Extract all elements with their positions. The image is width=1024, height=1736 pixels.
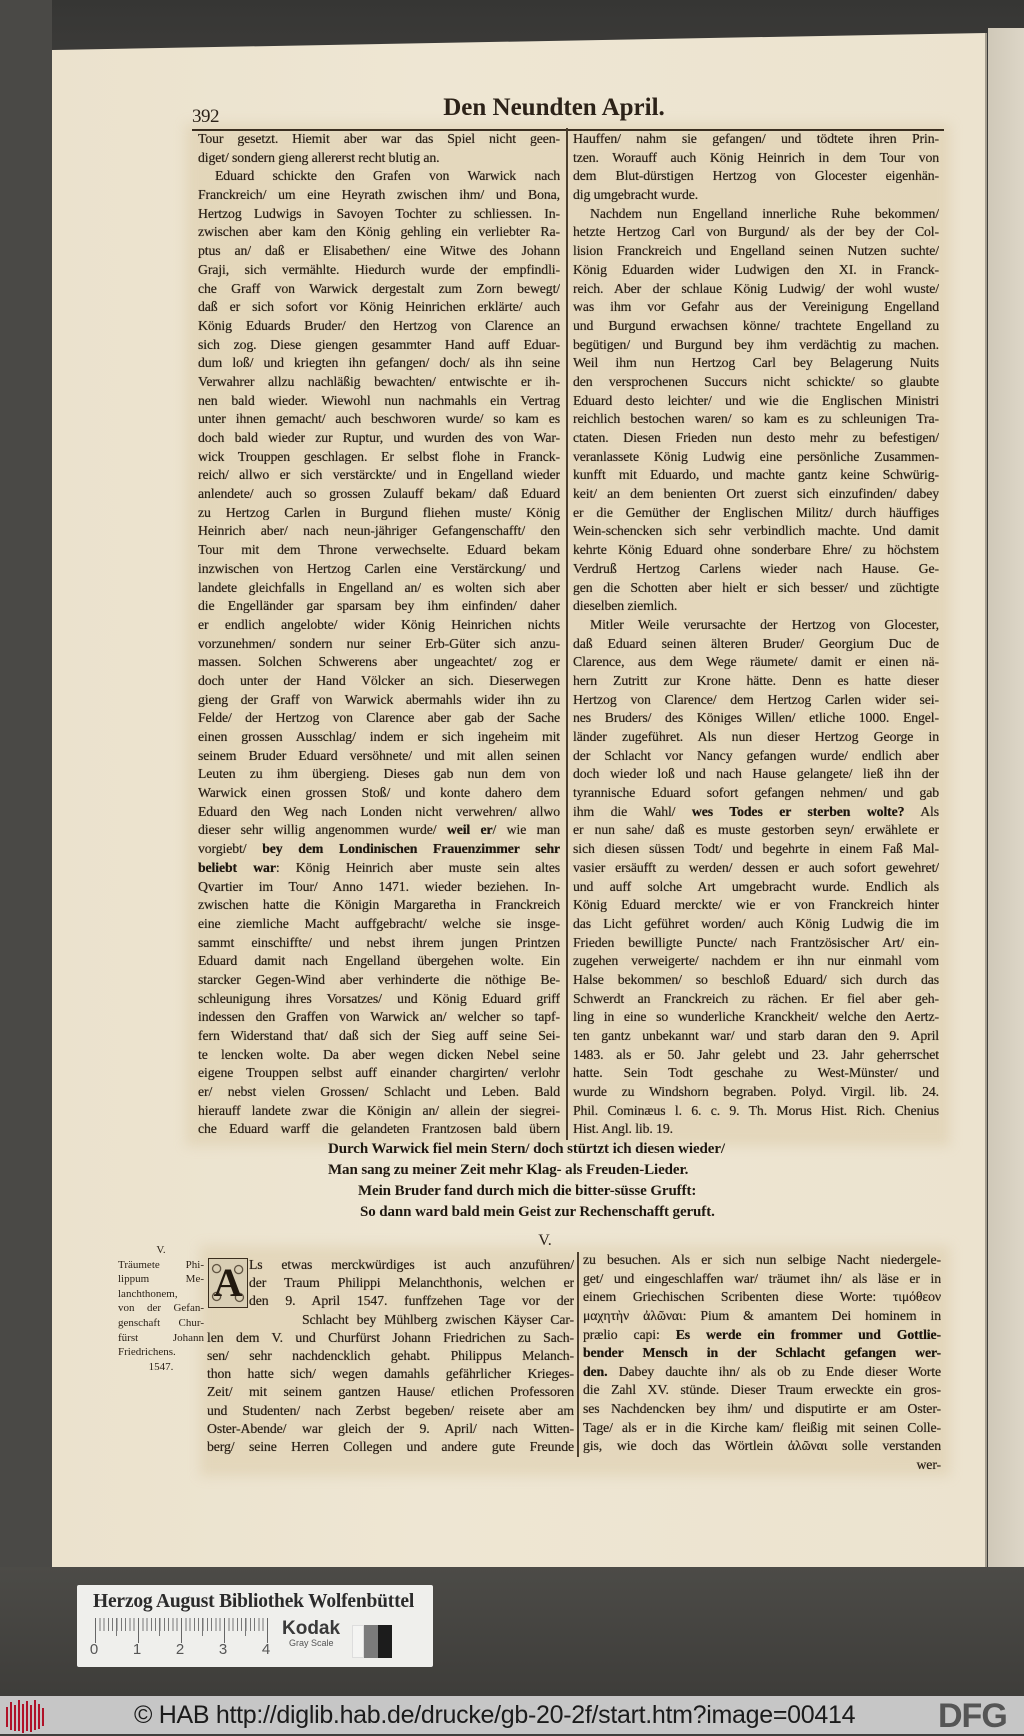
text-line: Wein-schencken sich sehr verbindlich machte. Und damit: [573, 523, 939, 539]
ornamental-drop-cap: A: [208, 1258, 248, 1308]
margin-note-line: genschaft Chur-: [118, 1316, 204, 1329]
text-line: landete gleichfalls in Engelland an/ es wolten sich aber: [198, 579, 560, 595]
ruler-label: 2: [175, 1641, 185, 1658]
text-line: hern Zutritt zur Krone hätte. Denn es hatte dieser: [573, 672, 939, 688]
gray-patch-mid: [364, 1625, 378, 1658]
text-line: sammt einschiffte/ und nebst ihrem jungen Printzen: [198, 934, 560, 950]
text-line: μαχητὴν ἀλῶναι: Pium & amantem Dei hominem in: [583, 1307, 941, 1323]
text-line: diget/ sondern gieng allererst recht blutig an.: [198, 149, 440, 165]
ruler-label: 1: [132, 1641, 142, 1658]
text-line: ling in eine so wunderliche Kranckheit/ welche den Aertz-: [573, 1009, 939, 1025]
text-line: den 9. April 1547. funffzehen Tage vor der: [249, 1293, 574, 1309]
text-line: Eduard den Weg nach Londen nicht verwehren/ allwo: [198, 803, 560, 819]
text-line: anlendete/ auch so grossen Zulauff bekam/ daß Eduard: [198, 486, 560, 502]
text-line: er nun sahe/ daß es muste gestorben seyn/ erwählete er: [573, 822, 939, 838]
text-line: ihm die Wahl/ wes Todes er sterben wolte? Als: [573, 803, 939, 819]
text-line: kehrte König Eduard ohne sonderbare Ehre/ zu höchstem: [573, 542, 939, 558]
text-line: ten gantz unbekannt war/ und starb daran den 9. April: [573, 1028, 939, 1043]
text-line: doch unter der Hand Völcker an sich. Dieserwegen: [198, 672, 560, 688]
text-line: unter ihnen gemacht/ auch beschworen wurde/ so kam es: [198, 411, 560, 427]
text-line: keit/ an dem benienten Ort zuerst sich einzufinden/ dabey: [573, 486, 939, 502]
text-line: den. Dabey dauchte ihn/ als ob zu Ende dieser Worte: [583, 1363, 941, 1379]
margin-note-line: lippum Me-: [118, 1273, 204, 1286]
text-line: Hauffen/ nahm sie gefangen/ und tödtete ihren Prin-: [573, 131, 939, 146]
text-line: sen/ sehr nachdencklich gehabt. Philippus Melanch-: [207, 1347, 574, 1363]
text-line: Halse bekommen/ so beschloß Eduard/ sich durch das: [573, 971, 939, 987]
scan-background-left: [0, 0, 52, 1696]
text-line: zugehen verweigerte/ nachdem er ihn nur einmahl vom: [573, 953, 939, 969]
ruler-major-tick: [95, 1618, 96, 1643]
text-line: Warwick einen grossen Stoß/ und konte dahero dem: [198, 785, 560, 801]
text-line: Franckreich/ um eine Heyrath zwischen ihm/ und Bona,: [198, 187, 560, 203]
text-line: sich zog. Diese giengen gesammter Hand auff Eduar-: [198, 336, 560, 352]
ruler-label: 3: [218, 1641, 228, 1658]
emphasized-text: Es werde ein frommer und Gottlie-: [675, 1326, 941, 1342]
text-line: die Zahl XV. stünde. Dieser Traum erweckte ein gros-: [583, 1382, 941, 1398]
text-line: Tage/ als er in die Kirche kam/ fleißig mit seinen Colle-: [583, 1419, 941, 1435]
gray-patch-black: [378, 1625, 392, 1658]
text-line: ptus an/ daß er Elisabethen/ eine Witwe des Johann: [198, 243, 560, 259]
text-line: vorzunehmen/ sondern nur seiner Erb-Güter sich anzu-: [198, 635, 560, 651]
text-line: wurde zu Windshorn begraben. Polyd. Virgil. lib. 24.: [573, 1084, 939, 1100]
text-line: dieser sehr willig angenommen wurde/ weil er/ wie man: [198, 822, 560, 838]
text-line: massen. Solchen Schwerens aber ungeachtet/ zog er: [198, 654, 560, 670]
ruler-major-tick: [181, 1618, 182, 1643]
emphasized-text: weil er: [446, 822, 493, 838]
page-gutter-line: [985, 33, 987, 1567]
gray-patch-white: [352, 1625, 364, 1658]
text-line: thon hatte sich/ wegen damahls gefährlicher Krieges-: [207, 1366, 574, 1382]
text-line: Oster-Abende/ war gleich der 9. April/ nach Witten-: [207, 1420, 574, 1436]
text-line: den versprochenen Succurs nicht schickte/ so glaubte: [573, 373, 939, 389]
text-line: inzwischen von Hertzog Carlen eine Verstärckung/ und: [198, 560, 560, 576]
text-line: te lencken wolte. Da aber wegen dicken Nebel seine: [198, 1046, 560, 1062]
running-title: Den Neundten April.: [443, 94, 665, 121]
text-line: fern Widerstand that/ daß sich der Sieg auff seine Sei-: [198, 1028, 560, 1043]
right-column: [573, 130, 939, 1139]
text-line: daß er sich sofort vor König Heinrichen erklärte/ auch: [198, 299, 560, 315]
text-line: starcker Gegen-Wind aber verhinderte die nöthige Be-: [198, 971, 560, 987]
text-line: doch wieder loß und nach Hause gelangete/ ließ ihn der: [573, 766, 939, 782]
text-line: Ls etwas merckwürdiges ist auch anzuführen/: [249, 1257, 574, 1272]
ruler-major-tick: [224, 1618, 225, 1643]
text-line: gieng der Graff von Warwick abermahls wider ihn zu: [198, 691, 560, 707]
text-line: kunfft mit Eduardo, und machte gantz keine Schwürig-: [573, 467, 939, 483]
text-line: länder zugeführet. Als nun dieser Hertzog George in: [573, 729, 939, 744]
left-column: [198, 130, 560, 1139]
text-line: das Licht geführet worden/ auch König Ludwig die im: [573, 915, 939, 931]
text-line: zwischen hatte die Königin Margaretha in Franckreich: [198, 897, 560, 913]
text-line: er die Gemüther der Englischen Militz/ durch häuffiges: [573, 504, 939, 520]
margin-note-line: fürst Johann: [118, 1331, 204, 1344]
text-line: zwischen aber kam den König gehling ein verliebter Ra-: [198, 224, 560, 240]
library-name: Herzog August Bibliothek Wolfenbüttel: [93, 1591, 415, 1612]
emphasized-text: wes Todes er sterben wolte?: [691, 803, 905, 819]
text-line: Weil ihm nun Hertzog Carl bey Belagerung Nuits: [573, 355, 939, 371]
text-line: Schwerdt an Franckreich zu rächen. Er fiel aber geh-: [573, 990, 939, 1006]
section-v-right-column: [583, 1251, 941, 1475]
column-divider: [566, 128, 568, 1140]
text-line: König Eduards Bruder/ den Hertzog von Clarence an: [198, 317, 560, 333]
text-line: Leuten zu ihm übergieng. Dieses gab nun dem von: [198, 766, 560, 782]
text-line: Graji, sich vermählte. Hiedurch wurde der empfindli-: [198, 261, 560, 277]
text-line: beliebt war: König Heinrich aber muste sein altes: [198, 859, 560, 875]
text-line: Qvartier im Tour/ Anno 1471. wieder beziehen. In-: [198, 878, 560, 894]
text-line: lision Franckreich und Engelland seinen Nutzen suchte/: [573, 243, 939, 259]
ruler-label: 0: [89, 1641, 99, 1658]
text-line: tyrannische Eduard sofort gefangen nehmen/ und gab: [573, 785, 939, 801]
margin-note-line: 1547.: [148, 1360, 174, 1373]
text-line: der Traum Philippi Melanchthonis, welchen er: [249, 1275, 574, 1291]
text-line: der Schlacht vor Nancy gefangen wurde/ endlich aber: [573, 747, 939, 763]
text-line: Verwahrer allzu nachläßig bewachten/ entwischte er ih-: [198, 373, 560, 389]
text-line: Verdruß Hertzog Carlens wieder nach Hause. Ge-: [573, 560, 939, 576]
text-line: doch bald wieder zur Ruptur, und wurden des von War-: [198, 430, 560, 445]
text-line: die Engelländer gar sparsam bey ihm einfinden/ daher: [198, 598, 560, 614]
text-line: che Eduard warff die gelandeten Frantzosen bald übern: [198, 1121, 560, 1137]
text-line: tzen. Worauff auch König Heinrich in dem Tour von: [573, 149, 939, 165]
text-line: ctaten. Diesen Frieden nun desto mehr zu befestigen/: [573, 430, 939, 445]
text-line: Mitler Weile verursachte der Hertzog von Glocester,: [590, 616, 939, 632]
text-line: einem Griechischen Scribenten diese Worte: τιμόθεον: [583, 1289, 941, 1305]
text-line: er/ nebst vielen Grossen/ Schlacht und Leben. Bald: [198, 1084, 560, 1100]
text-line: nen bald wieder. Wiewohl nun nachmahls ein Vertrag: [198, 392, 560, 408]
text-line: ses Nachdencken bey ihm/ und disputirte er am Oster-: [583, 1401, 941, 1417]
copyright-url: © HAB http://diglib.hab.de/drucke/gb-20-2f/start.htm?image=00414: [134, 1701, 856, 1729]
text-line: zu Hertzog Carlen in Burgund fliehen muste/ König: [198, 504, 560, 520]
verse-line: So dann ward bald mein Geist zur Rechenschafft geruft.: [360, 1204, 715, 1220]
text-line: dieselben ziemlich.: [573, 598, 678, 614]
text-line: gis, wie doch das Wörtlein ἀλῶναι solle verstanden: [583, 1438, 941, 1454]
text-line: Tour gesetzt. Hiemit aber war das Spiel nicht geen-: [198, 131, 560, 146]
ruler-major-tick: [138, 1618, 139, 1643]
text-line: wick Trouppen geschlagen. Er selbst flohe in Franck-: [198, 448, 560, 464]
hab-logo-icon: [5, 1699, 47, 1733]
text-line: und Burgund erwachsen könne/ trachtete Engelland zu: [573, 317, 939, 333]
column-divider: [577, 1252, 579, 1457]
text-line: eine ziemliche Macht auffgebracht/ welche sie insge-: [198, 915, 560, 931]
margin-note-line: lanchthonem,: [118, 1287, 178, 1300]
text-line: seinem Bruder Eduard versöhnete/ und mit allen seinen: [198, 747, 560, 763]
emphasized-text: bey dem Londinischen Frauenzimmer sehr: [262, 841, 560, 857]
emphasized-text: bender Mensch in der Schlacht gefangen wer-: [583, 1345, 941, 1361]
text-line: Eduard damit nach Engelland übergehen wolte. Ein: [198, 953, 560, 969]
verse-line: Durch Warwick fiel mein Stern/ doch stürtzt ich diesen wieder/: [328, 1141, 725, 1157]
ruler-major-tick: [267, 1618, 268, 1643]
text-line: dem Blut-dürstigen Hertzog von Glocester eigenhän-: [573, 168, 939, 184]
emphasized-text: den.: [583, 1363, 608, 1379]
text-line: Felde/ der Hertzog von Clarence aber gab der Sache: [198, 710, 560, 726]
text-line: che Graff von Warwick dergestalt zum Zorn bewegt/: [198, 280, 560, 296]
ruler-half-tick: [245, 1618, 246, 1636]
text-line: vorgiebt/ bey dem Londinischen Frauenzimmer sehr: [198, 841, 560, 857]
text-line: hatte. Sein Todt geschahe zu West-Münster/ und: [573, 1065, 939, 1081]
text-line: einen grossen Ausschlag/ indem er sich ingeheim mit: [198, 729, 560, 744]
text-line: König Eduarden wider Ludwigen den XI. in Franck-: [573, 261, 939, 277]
text-line: schleunigung ihres Vorsatzes/ und König Eduard griff: [198, 990, 560, 1006]
kodak-logo: Kodak: [282, 1618, 341, 1639]
text-line: Zeit/ mit seinem gantzen Hause/ etlichen Professoren: [207, 1384, 574, 1400]
text-line: Eduard schickte den Grafen von Warwick nach: [215, 168, 560, 184]
text-line: reich. Aber der schlaue König Ludwig/ der wohl wuste/: [573, 280, 939, 296]
page-number: 392: [192, 106, 219, 127]
text-line: indessen den Graffen von Warwick an/ welcher so tapf-: [198, 1009, 560, 1025]
text-line: Clarence, aus dem Wege räumete/ damit er einen nä-: [573, 654, 939, 670]
text-line: hetzte Hertzog Carl von Burgund/ als der bey der Col-: [573, 224, 939, 240]
text-line: Heinrich aber/ nach neun-jähriger Gefangenschafft/ den: [198, 523, 560, 539]
ruler-label: 4: [261, 1641, 271, 1658]
text-line: und auff solche Art umgebracht wurde. Endlich als: [573, 878, 939, 894]
text-line: gen die Schotten aber hielt er sich besser/ und züchtigte: [573, 579, 939, 595]
text-line: Hertzog von Clarence/ dem Hertzog Carlen wider sei-: [573, 691, 939, 707]
text-line: Frieden bewilligte Puncte/ nach Frantzösischer Art/ ein-: [573, 934, 939, 950]
text-line: was ihm vor Gefahr aus der Vereinigung Engelland: [573, 299, 939, 315]
ruler-half-tick: [159, 1618, 160, 1636]
margin-note-line: Träumete Phi-: [118, 1258, 204, 1271]
text-line: veranlassete König Ludwig eine persönliche Zusammen-: [573, 448, 939, 464]
margin-note: [118, 1243, 204, 1374]
section-number: V.: [538, 1232, 552, 1249]
margin-note-line: V.: [156, 1244, 166, 1256]
text-line: wer-: [916, 1457, 941, 1473]
text-line: Eduard desto leichter/ und wie die Englischen Ministri: [573, 392, 939, 408]
margin-note-line: Friedrichens.: [118, 1346, 176, 1359]
text-line: Nachdem nun Engelland innerliche Ruhe bekommen/: [590, 205, 939, 221]
text-line: eigene Trouppen selbst auff einander chargirten/ verlohr: [198, 1065, 560, 1081]
text-line: vasier ersäufft zu werden/ dessen er auch sofort gewehret/: [573, 859, 939, 875]
text-line: er endlich angelobte/ wider König Heinrichen nichts: [198, 616, 560, 632]
text-line: len dem V. und Churfürst Johann Friedrichen zu Sach-: [207, 1329, 574, 1345]
ruler-half-tick: [202, 1618, 203, 1636]
text-line: Phil. Cominæus l. 6. c. 9. Th. Morus Hist. Rich. Chenius: [573, 1102, 939, 1118]
text-line: prælio capi: Es werde ein frommer und Gottlie-: [583, 1326, 941, 1342]
emphasized-text: beliebt war: [198, 859, 276, 875]
dfg-logo: DFG: [938, 1697, 1007, 1735]
ruler-half-tick: [116, 1618, 117, 1636]
verse-line: Man sang zu meiner Zeit mehr Klag- als Freuden-Lieder.: [328, 1162, 689, 1178]
text-line: begütigen/ und Burgund bey ihm verdächtig zu machen.: [573, 336, 939, 352]
text-line: reichlich bestochen waren/ so kam es zu schleunigen Tra-: [573, 411, 939, 427]
text-line: berg/ seine Herren Collegen und andere gute Freunde: [207, 1438, 574, 1454]
text-line: get/ und eingeschlaffen war/ träumet ihn/ als läse er in: [583, 1270, 941, 1286]
text-line: dum loß/ und kriegten ihn gefangen/ doch/ als ihn seine: [198, 355, 560, 371]
text-line: reich/ allwo er sich verstärckte/ und in Engelland wieder: [198, 467, 560, 483]
text-line: [583, 1344, 941, 1363]
text-line: Tour mit dem Throne verwechselte. Eduard bekam: [198, 542, 560, 558]
text-line: daß Eduard seinen älteren Bruder/ Georgium Duc de: [573, 635, 939, 651]
text-line: sich diesen süssen Todt/ und begehrte in einem Faß Mal-: [573, 841, 939, 857]
text-line: König Eduard merckte/ wie er von Franckreich hinter: [573, 897, 939, 913]
text-line: und Studenten/ nach Zerbst begeben/ reisete aber am: [207, 1402, 574, 1418]
text-line: Hertzog Ludwigs in Savoyen Tochter zu schliessen. In-: [198, 205, 560, 221]
text-line: hierauff landete zwar die Königin an/ allein der siegrei-: [198, 1102, 560, 1118]
text-line: 1483. als er 50. Jahr gelebt und 23. Jahr geherrschet: [573, 1046, 939, 1062]
gray-scale-label: Gray Scale: [289, 1638, 334, 1648]
section-v-left-column: [207, 1256, 574, 1456]
text-line: zu besuchen. Als er sich nun selbige Nacht niedergele-: [583, 1252, 941, 1267]
margin-note-line: von der Gefan-: [118, 1302, 204, 1315]
adjacent-page-edge: [988, 28, 1024, 1567]
text-line: nes Bruders/ des Königes Willen/ etliche 1000. Engel-: [573, 710, 939, 726]
verse-line: Mein Bruder fand durch mich die bitter-süsse Grufft:: [358, 1183, 697, 1199]
text-line: Hist. Angl. lib. 19.: [573, 1121, 673, 1137]
text-line: Schlacht bey Mühlberg zwischen Käyser Car-: [302, 1311, 574, 1327]
text-line: dig umgebracht wurde.: [573, 187, 699, 203]
